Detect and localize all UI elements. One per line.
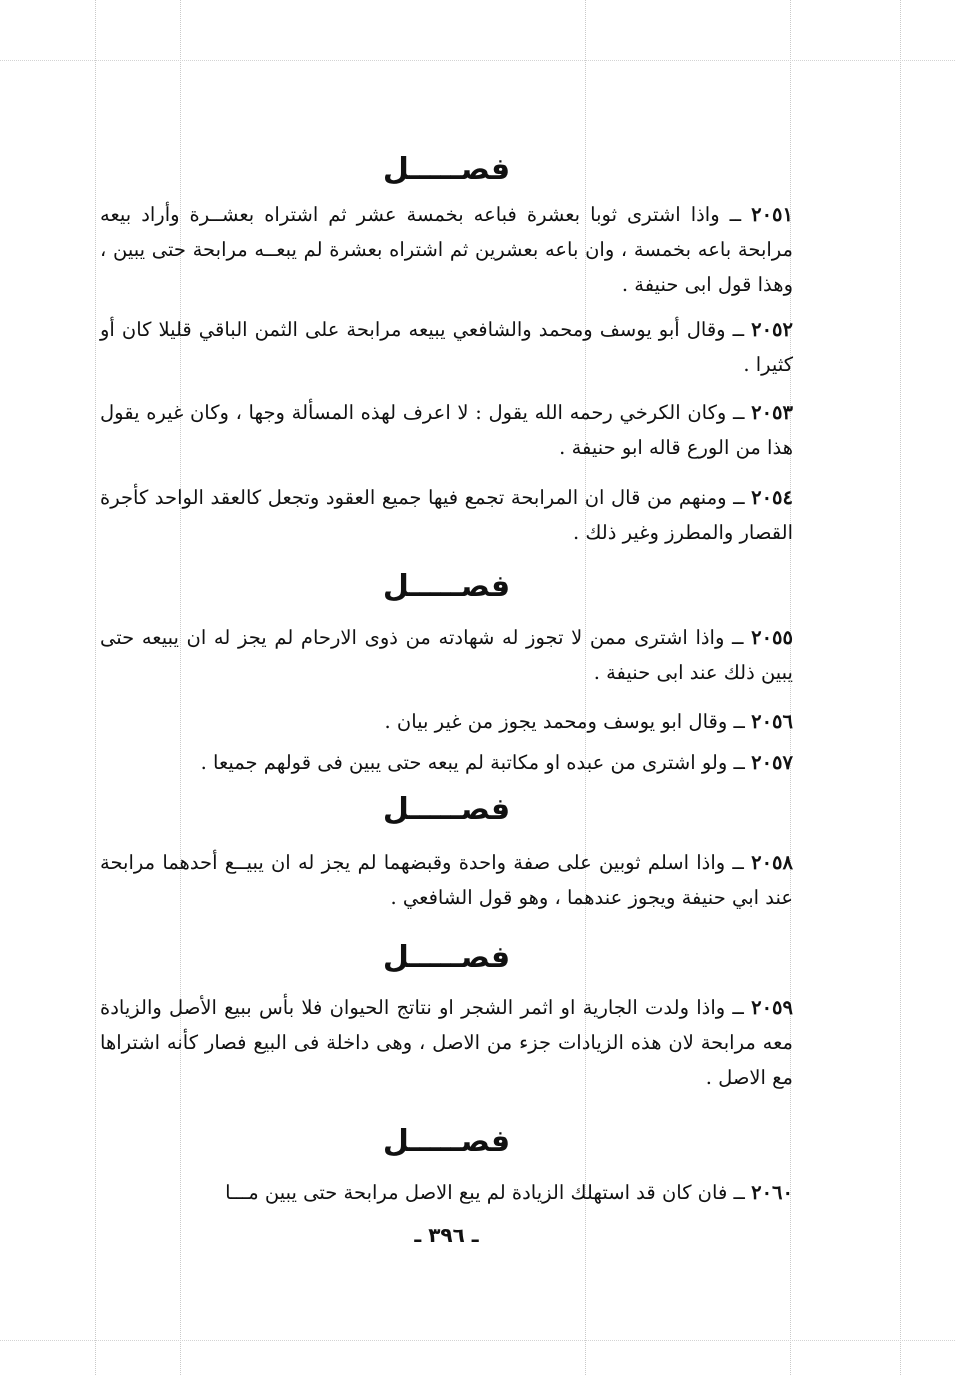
paragraph-number: ٢٠٦٠ bbox=[751, 1181, 793, 1204]
paragraph-2059 bbox=[100, 990, 793, 1095]
paragraph-2051 bbox=[100, 197, 793, 302]
page-number: ـ ٣٩٦ ـ bbox=[414, 1223, 479, 1247]
paragraph-2055 bbox=[100, 620, 793, 690]
paragraph-2057 bbox=[100, 745, 793, 780]
paragraph-number: ٢٠٥١ bbox=[751, 203, 793, 226]
paragraph-number: ٢٠٥٦ bbox=[751, 710, 793, 733]
paragraph-2053 bbox=[100, 395, 793, 465]
paragraph-text: ــ فان كان قد استهلك الزيادة لم يبع الاصل مرابحة حتى يبين مـــا bbox=[225, 1181, 752, 1204]
paragraph-text: ــ واذا اشترى ثوبا بعشرة فباعه بخمسة عشر ثم اشتراه بعشــرة وأراد بيعه مرابحة باعه بخمسة ، وان باعه بعشرين ثم اشتراه بعشرة لم يبعــه مرابحة حتى يبين ، وهذا قول ابى حنيفة . bbox=[100, 203, 793, 296]
scan-guide-line bbox=[95, 0, 96, 1375]
paragraph-2058 bbox=[100, 845, 793, 915]
section-heading: فصـــــل bbox=[382, 792, 511, 827]
paragraph-2056 bbox=[100, 704, 793, 739]
section-heading: فصـــــل bbox=[382, 1124, 511, 1159]
paragraph-text: ــ واذا اسلم ثوبين على صفة واحدة وقبضهما لم يجز له ان يبيــع أحدهما مرابحة عند ابي حنيفة ويجوز عندهما ، وهو قول الشافعي . bbox=[100, 851, 793, 909]
paragraph-text: ــ ومنهم من قال ان المرابحة تجمع فيها جميع العقود وتجعل كالعقد الواحد كأجرة القصار والمطرز وغير ذلك . bbox=[100, 486, 793, 544]
paragraph-text: ــ واذا اشترى ممن لا تجوز له شهادته من ذوى الارحام لم يجز له ان يبيعه حتى يبين ذلك عند ابى حنيفة . bbox=[100, 626, 793, 684]
paragraph-number: ٢٠٥٨ bbox=[751, 851, 793, 874]
paragraph-2054 bbox=[100, 480, 793, 550]
paragraph-number: ٢٠٥٣ bbox=[751, 401, 793, 424]
scan-guide-line bbox=[900, 0, 901, 1375]
paragraph-text: ــ واذا ولدت الجارية او اثمر الشجر او نتاتج الحيوان فلا بأس ببيع الأصل والزيادة معه مرابحة لان هذه الزيادات جزء من الاصل ، وهى داخلة فى البيع فصار كأنه اشتراها مع الاصل . bbox=[100, 996, 793, 1089]
paragraph-text: ــ وقال ابو يوسف ومحمد يجوز من غير بيان . bbox=[384, 710, 752, 733]
scan-guide-line bbox=[0, 60, 955, 61]
section-heading: فصـــــل bbox=[382, 940, 511, 975]
section-heading: فصـــــل bbox=[382, 569, 511, 604]
paragraph-number: ٢٠٥٤ bbox=[751, 486, 793, 509]
paragraph-number: ٢٠٥٩ bbox=[751, 996, 793, 1019]
paragraph-number: ٢٠٥٥ bbox=[751, 626, 793, 649]
paragraph-number: ٢٠٥٧ bbox=[751, 751, 793, 774]
paragraph-2060 bbox=[100, 1175, 793, 1210]
paragraph-2052 bbox=[100, 312, 793, 382]
paragraph-text: ــ ولو اشترى من عبده او مكاتبة لم يبعه حتى يبين فى قولهم جميعا . bbox=[200, 751, 752, 774]
paragraph-text: ــ وكان الكرخي رحمه الله يقول : لا اعرف لهذه المسألة وجها ، وكان غيره يقول هذا من الورع قاله ابو حنيفة . bbox=[100, 401, 793, 459]
paragraph-text: ــ وقال أبو يوسف ومحمد والشافعي يبيعه مرابحة على الثمن الباقي قليلا كان أو كثيرا . bbox=[100, 318, 793, 376]
paragraph-number: ٢٠٥٢ bbox=[751, 318, 793, 341]
scan-guide-line bbox=[0, 1340, 955, 1341]
section-heading: فصـــــل bbox=[382, 152, 511, 187]
